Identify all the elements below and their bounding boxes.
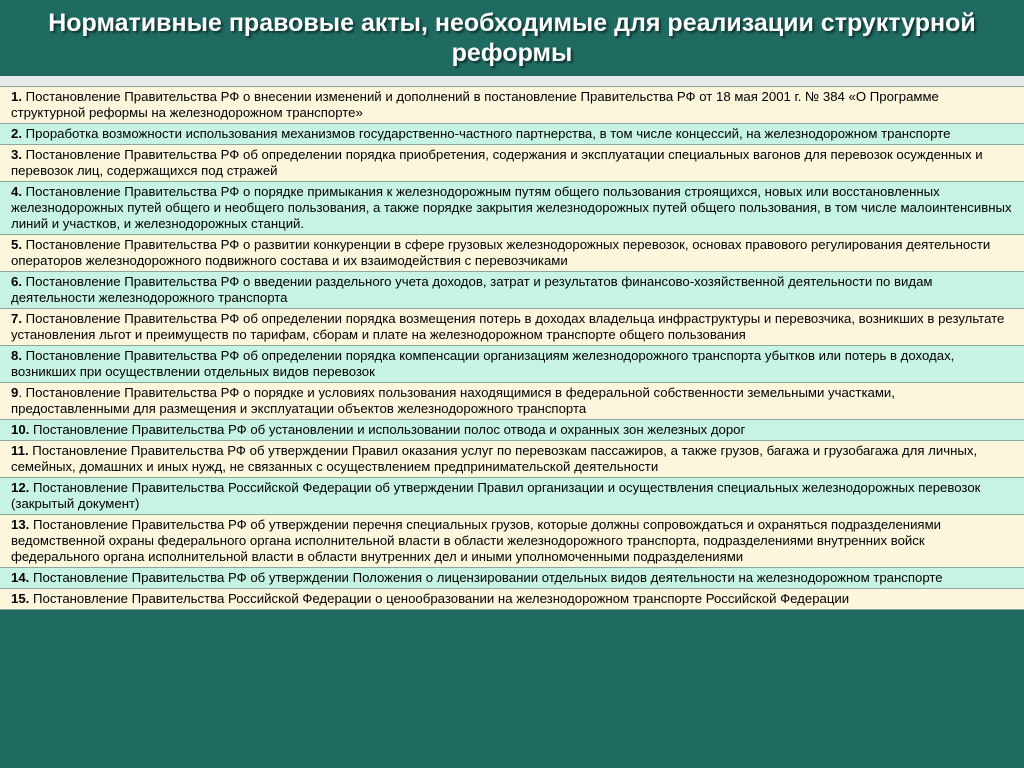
item-text: Постановление Правительства РФ об определении порядка приобретения, содержания и эксплуатации специальных вагонов для перевозок осужденных и перевозок лиц, содержащихся под стражей xyxy=(11,147,983,178)
list-item xyxy=(0,568,1024,589)
item-text: Постановление Правительства РФ об утверждении Правил оказания услуг по перевозкам пассажиров, а также грузов, багажа и грузобагажа для личных, семейных, домашних и иных нужд, не связанных с осуществлением предпринимательской деятельности xyxy=(11,443,978,474)
item-number: 6. xyxy=(11,274,22,289)
list-item xyxy=(0,309,1024,346)
list-item xyxy=(0,182,1024,235)
item-number: 8. xyxy=(11,348,22,363)
item-text: Постановление Правительства РФ об определении порядка возмещения потерь в доходах владельца инфраструктуры и перевозчика, возникших в результате установления льгот и преимуществ по тарифам, сборам и плате на железнодорожном транспорте общего пользования xyxy=(11,311,1005,342)
item-number: 2. xyxy=(11,126,22,141)
item-number: 13. xyxy=(11,517,30,532)
list-item xyxy=(0,235,1024,272)
item-number: 9 xyxy=(11,385,19,400)
list-item xyxy=(0,420,1024,441)
list-item xyxy=(0,515,1024,568)
item-number: 5. xyxy=(11,237,22,252)
list-item xyxy=(0,272,1024,309)
item-number: 11. xyxy=(11,443,29,458)
list-item xyxy=(0,124,1024,145)
item-text: Постановление Правительства Российской Федерации о ценообразовании на железнодорожном транспорте Российской Федерации xyxy=(33,591,850,606)
item-text: Проработка возможности использования механизмов государственно-частного партнерства, в том числе концессий, на железнодорожном транспорте xyxy=(25,126,951,141)
item-number: 4. xyxy=(11,184,22,199)
item-text: Постановление Правительства РФ о развитии конкуренции в сфере грузовых железнодорожных перевозок, основах правового регулирования деятельности операторов железнодорожного подвижного состава и их взаимодействия с перевозчиками xyxy=(11,237,991,268)
item-text: Постановление Правительства РФ о порядке примыкания к железнодорожным путям общего пользования строящихся, новых или восстановленных железнодорожных путей общего и необщего пользования, а также порядке закрытия железнодорожных путей общего пользования, в том числе малоинтенсивных линий и участков, и железнодорожных станций. xyxy=(11,184,1012,231)
item-number: 10. xyxy=(11,422,30,437)
acts-list xyxy=(0,86,1024,610)
list-item xyxy=(0,589,1024,610)
list-item xyxy=(0,145,1024,182)
item-number: 15. xyxy=(11,591,30,606)
list-item xyxy=(0,346,1024,383)
item-text: . Постановление Правительства РФ о порядке и условиях пользования находящимися в федеральной собственности земельными участками, предоставленными для размещения и эксплуатации объектов железнодорожного транспорта xyxy=(11,385,895,416)
item-text: Постановление Правительства РФ об определении порядка компенсации организациям железнодорожного транспорта убытков или потерь в доходах, возникших при осуществлении отдельных видов перевозок xyxy=(11,348,955,379)
item-number: 7. xyxy=(11,311,22,326)
slide-header xyxy=(0,0,1024,76)
slide-footer xyxy=(0,756,1024,768)
item-text: Постановление Правительства РФ об утверждении Положения о лицензировании отдельных видов деятельности на железнодорожном транспорте xyxy=(33,570,943,585)
item-text: Постановление Правительства РФ о внесении изменений и дополнений в постановление Правительства РФ от 18 мая 2001 г. № 384 «О Программе структурной реформы на железнодорожном транспорте» xyxy=(11,89,939,120)
list-item xyxy=(0,478,1024,515)
list-item xyxy=(0,441,1024,478)
list-item xyxy=(0,87,1024,124)
item-text: Постановление Правительства РФ об утверждении перечня специальных грузов, которые должны сопровождаться и охраняться подразделениями ведомственной охраны федерального органа исполнительной власти в области железнодорожного транспорта, подразделениями внутренних войск федерального органа исполнительной власти в области внутренних дел и иными уполномоченными подразделениями xyxy=(11,517,942,564)
item-number: 12. xyxy=(11,480,30,495)
header-divider xyxy=(0,76,1024,86)
item-number: 14. xyxy=(11,570,30,585)
item-number: 3. xyxy=(11,147,22,162)
item-text: Постановление Правительства Российской Федерации об утверждении Правил организации и осуществления специальных железнодорожных перевозок (закрытый документ) xyxy=(11,480,981,511)
item-text: Постановление Правительства РФ об установлении и использовании полос отвода и охранных зон железных дорог xyxy=(33,422,746,437)
item-number: 1. xyxy=(11,89,22,104)
item-text: Постановление Правительства РФ о введении раздельного учета доходов, затрат и результатов финансово-хозяйственной деятельности по видам деятельности железнодорожного транспорта xyxy=(11,274,933,305)
page-title: Нормативные правовые акты, необходимые для реализации структурной реформы xyxy=(48,9,976,67)
list-item xyxy=(0,383,1024,420)
